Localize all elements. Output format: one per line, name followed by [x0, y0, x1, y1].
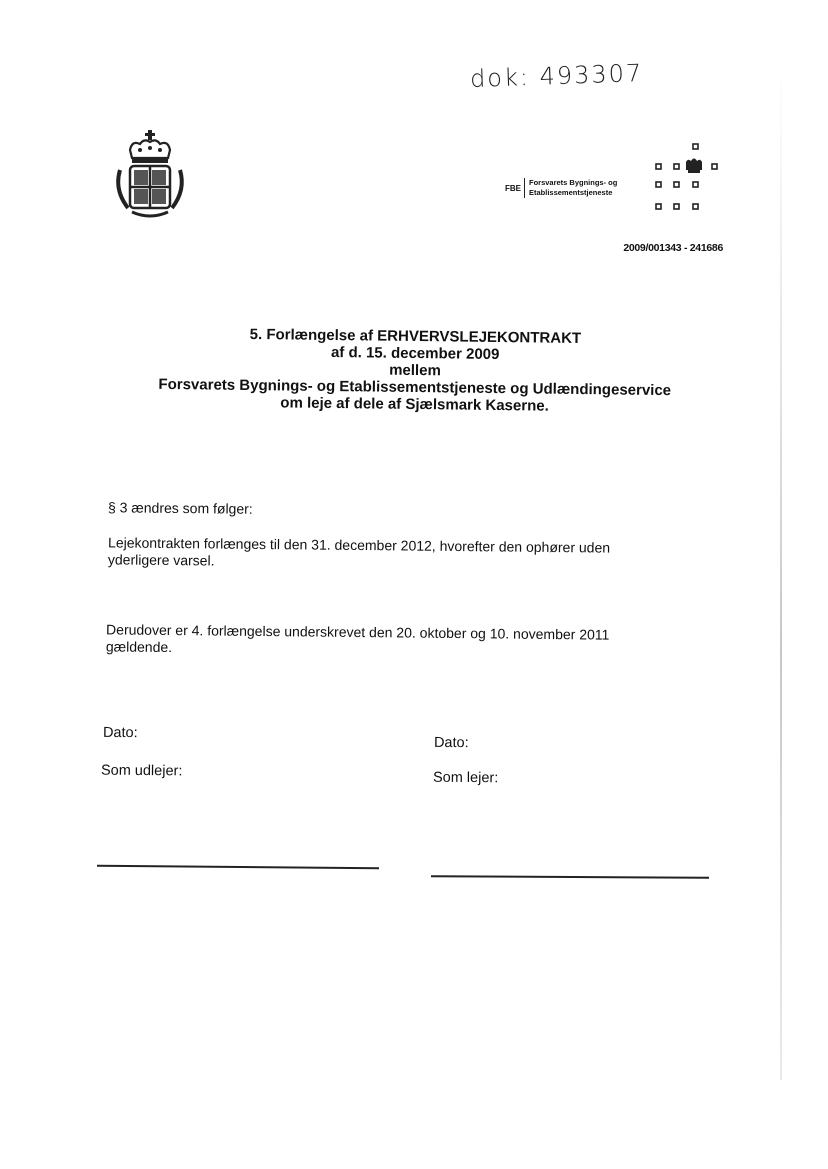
fbe-logo-icon: [650, 142, 730, 222]
tenant-role-label: Som lejer:: [432, 769, 499, 787]
title-line-4: Forsvarets Bygnings- og Etablissementstjeneste og Udlændingeservice: [158, 375, 672, 400]
title-line-3: mellem: [389, 361, 441, 380]
sender-name-line1: Forsvarets Bygnings- og: [529, 178, 618, 187]
paragraph-previous-line1: Derudover er 4. forlængelse underskrevet den 20. oktober og 10. november 2011: [106, 621, 610, 643]
paragraph-previous-line2: gældende.: [105, 638, 173, 656]
paragraph-extension: [108, 534, 610, 573]
title-line-5: om leje af dele af Sjælsmark Kaserne.: [280, 394, 549, 415]
sender-abbreviation: FBE: [505, 183, 521, 193]
tenant-date-label: Dato:: [433, 734, 469, 752]
landlord-date-label: Dato:: [102, 724, 138, 742]
landlord-role-label: Som udlejer:: [100, 762, 183, 780]
scan-edge-shadow: [780, 60, 782, 1080]
paragraph-extension-line1: Lejekontrakten forlænges til den 31. december 2012, hvorefter den ophører uden: [108, 534, 611, 556]
landlord-signature-line: [97, 865, 379, 869]
document-title: [150, 325, 681, 416]
sender-divider: [524, 178, 525, 198]
title-line-1: 5. Forlængelse af ERHVERVSLEJEKONTRAKT: [249, 325, 582, 348]
sender-name-line2: Etablissementstjeneste: [529, 188, 613, 197]
reference-number: 2009/001343 - 241686: [623, 242, 723, 254]
paragraph-previous-extension: [106, 621, 610, 660]
section-heading: § 3 ændres som følger:: [107, 499, 253, 517]
tenant-signature-line: [431, 875, 709, 878]
royal-emblem-icon: [110, 128, 190, 220]
handwritten-doc-number: dok: 493307: [469, 58, 644, 94]
title-line-2: af d. 15. december 2009: [330, 343, 500, 364]
paragraph-extension-line2: yderligere varsel.: [107, 551, 215, 569]
sender-name: [529, 178, 617, 198]
sender-block: [505, 178, 617, 198]
